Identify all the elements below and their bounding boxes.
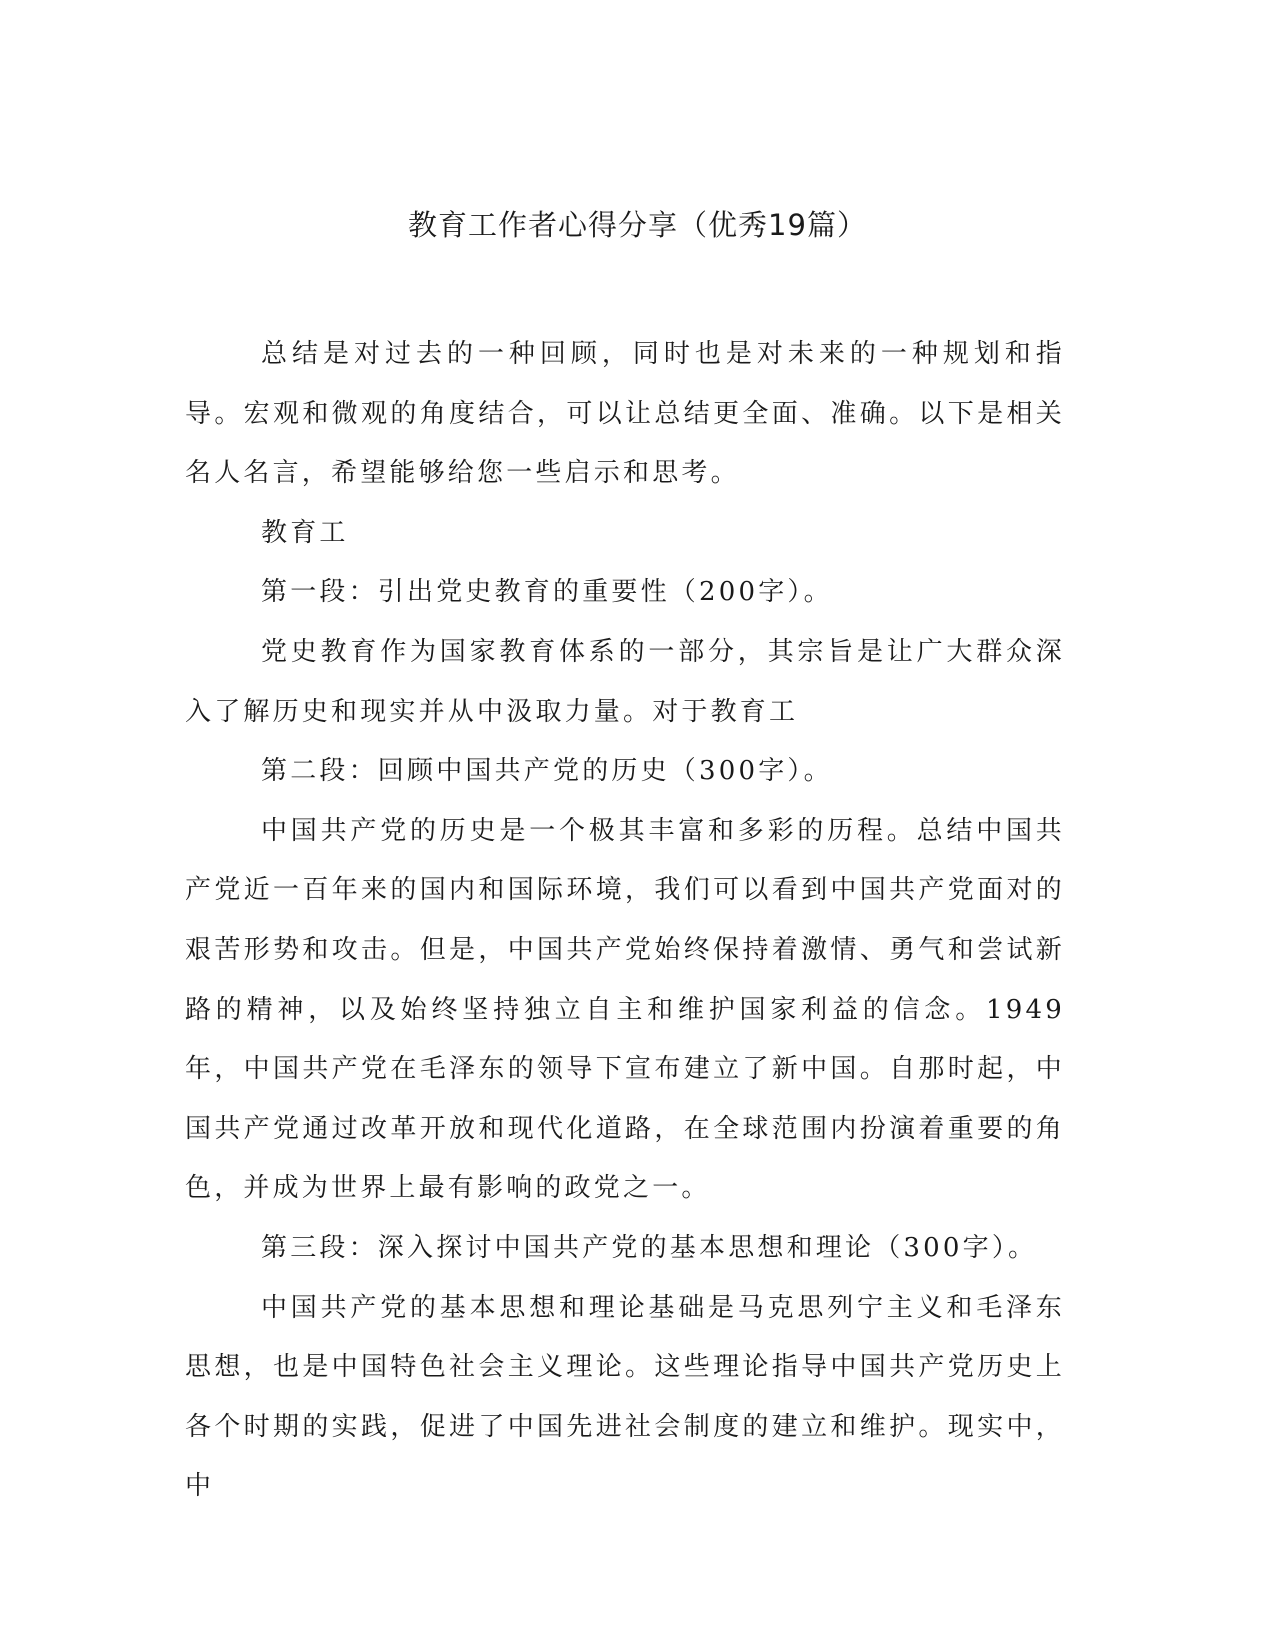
- document-body: [185, 325, 1065, 1517]
- section-heading-1: 第一段：引出党史教育的重要性（200字）。: [261, 577, 833, 608]
- paragraph-fragment: 教育工: [261, 517, 349, 548]
- paragraph-section-2: 中国共产党的历史是一个极其丰富和多彩的历程。总结中国共产党近一百年来的国内和国际环境，我们可以看到中国共产党面对的艰苦形势和攻击。但是，中国共产党始终保持着激情、勇气和尝试新路的精神，以及始终坚持独立自主和维护国家利益的信念。1949年，中国共产党在毛泽东的领导下宣布建立了新中国。自那时起，中国共产党通过改革开放和现代化道路，在全球范围内扮演着重要的角色，并成为世界上最有影响的政党之一。: [185, 815, 1065, 1204]
- paragraph-intro: 总结是对过去的一种回顾，同时也是对未来的一种规划和指导。宏观和微观的角度结合，可以让总结更全面、准确。以下是相关名人名言，希望能够给您一些启示和思考。: [185, 339, 1065, 489]
- section-heading-2: 第二段：回顾中国共产党的历史（300字）。: [261, 756, 833, 787]
- paragraph-section-3: 中国共产党的基本思想和理论基础是马克思列宁主义和毛泽东思想，也是中国特色社会主义理论。这些理论指导中国共产党历史上各个时期的实践，促进了中国先进社会制度的建立和维护。现实中，中: [185, 1292, 1065, 1502]
- document-title: 教育工作者心得分享（优秀19篇）: [408, 208, 867, 242]
- paragraph-section-1: 党史教育作为国家教育体系的一部分，其宗旨是让广大群众深入了解历史和现实并从中汲取力量。对于教育工: [185, 636, 1065, 727]
- section-heading-3: 第三段：深入探讨中国共产党的基本思想和理论（300字）。: [261, 1232, 1038, 1263]
